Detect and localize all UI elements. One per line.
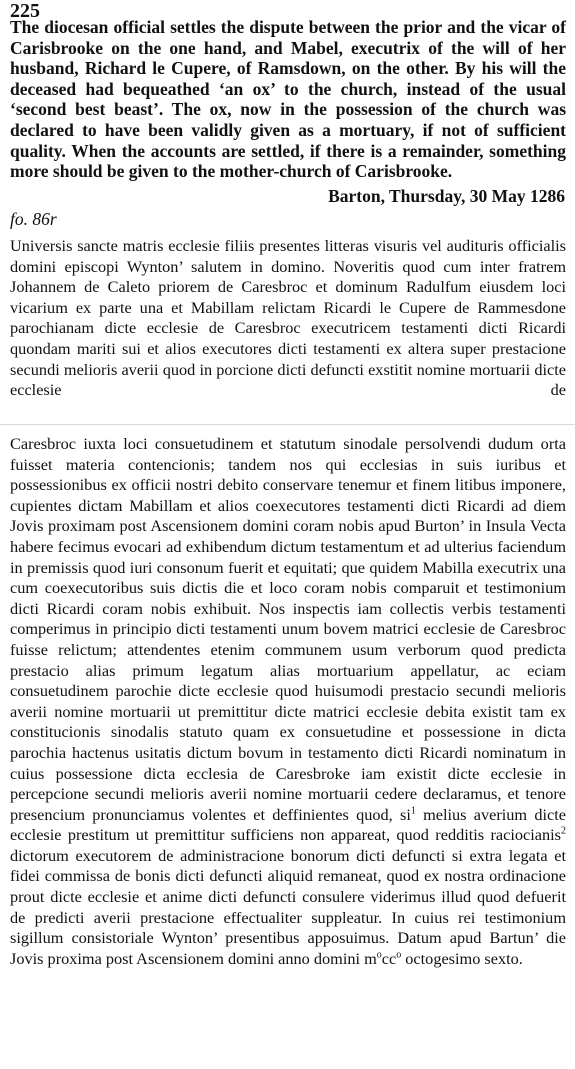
entry-number: 225 xyxy=(10,0,40,22)
superscript-o-2: o xyxy=(396,949,402,961)
latin-text-segment-c: dictorum executorem de administracione bonorum dicti defuncti si extra legata et fidei commissa de bonis dicti defuncti aliquid remaneat, quod ex nostra ordinacione prout dicte ecclesie et anime dicti defuncti consulere viderimus illud quod defuerit de predicti averii prestacione effectualiter suppleatur. In cuius rei testimonium sigillum consistoriale Wynton’ presentibus apposuimus. Datum apud Bartun’ die Jovis proxima post Ascensionem domini anno domini m xyxy=(10,845,566,968)
footnote-marker-1: 1 xyxy=(410,805,416,817)
superscript-o-1: o xyxy=(376,949,382,961)
scan-seam xyxy=(0,424,575,425)
latin-text-segment-end: octogesimo sexto. xyxy=(401,948,523,968)
footnote-marker-2: 2 xyxy=(561,825,566,837)
folio-reference: fo. 86r xyxy=(10,209,57,229)
latin-text-segment-b: melius averium dicte ecclesie prestitum ut premittitur sufficiens non appareat, quod redditis raciocianis xyxy=(10,804,566,845)
latin-text-part-2 xyxy=(10,434,566,969)
latin-text-part-1: Universis sancte matris ecclesie filiis presentes litteras visuris vel audituris officialis domini episcopi Wynton’ salutem in domino. Noveritis quod cum inter fratrem Johannem de Caleto priorem de Caresbroc et dominum Radulfum eiusdem loci vicarium ex parte una et Mabillam relictam Ricardi le Cupere de Rammesdone parochianam dicte ecclesie de Caresbroc executricem testamenti dicti Ricardi quondam mariti sui et alios executores dicti testamenti ex altera super prestacione secundi melioris averii quod in porcione dicti defuncti exstitit nomine mortuarii dicte ecclesie de xyxy=(10,236,566,400)
latin-text-segment-cc: cc xyxy=(381,948,397,968)
english-summary: The diocesan official settles the dispute between the prior and the vicar of Carisbrooke on the one hand, and Mabel, executrix of the will of her husband, Richard le Cupere, of Ramsdown, on the other. By his will the deceased had bequeathed ‘an ox’ to the church, instead of the usual ‘second best beast’. The ox, now in the possession of the church was declared to have been validly given as a mortuary, if not of sufficient quality. When the accounts are settled, if there is a remainder, something more should be given to the mother-church of Carisbrooke. xyxy=(10,17,566,182)
dateline: Barton, Thursday, 30 May 1286 xyxy=(328,186,565,206)
latin-text-segment-a: Caresbroc iuxta loci consuetudinem et statutum sinodale persolvendi dudum orta fuisset materia contencionis; tandem nos qui ecclesias in suis iuribus et possessionibus ex officii nostri debito conservare tenemur et finem litibus imponere, cupientes dictam Mabillam et alios coexecutores testamenti dicti Ricardi ad diem Jovis proximam post Ascensionem domini coram nobis apud Burton’ in Insula Vecta habere fecimus evocari ad exhibendum dictum testamentum et ad ulterius faciendum in premissis quod iuri consonum fuerit et equitati; que quidem Mabilla executrix una cum coexecutoribus suis dictis die et loco coram nobis comparuit et testimonium dicti Ricardi coram nobis exhibuit. Nos inspectis iam collectis verbis testamenti comperimus in principio dicti testamenti unum bovem matrici ecclesie de Caresbroc fuisse relictum; attendentes etenim communem usum verborum quod predicta prestacio alias primum legatum alias mortuarium appellatur, ac eciam consuetudinem parochie dicte ecclesie quod huisumodi prestacio secundi melioris averii nomine mortuarii ut premittitur dicte matrici ecclesie debita existit tam ex constitucionis sinodalis statuto quam ex consuetudine et possessione in dicta parochia hactenus usitatis dictum bovum in testamento dicti Ricardi nominatum in cuius possessione dicta ecclesia de Caresbroke iam existit dicte ecclesie in percepcione secundi melioris averii nomine mortuarii cedere declaramus, et tenore presencium pronunciamus volentes et deffinientes quod, si xyxy=(10,434,566,824)
